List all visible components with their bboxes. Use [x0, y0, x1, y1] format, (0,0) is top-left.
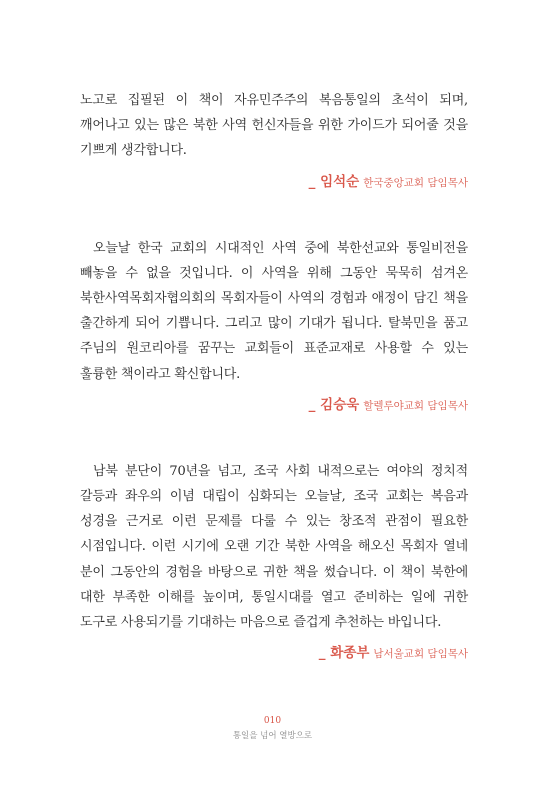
- endorsement-block: [80, 459, 468, 661]
- endorsement-text: 오늘날 한국 교회의 시대적인 사역 중에 북한선교와 통일비전을 빼놓을 수 없을 것입니다. 이 사역을 위해 그동안 묵묵히 섬겨온 북한사역목회자협의회의 목회자들이 사역의 경험과 애정이 담긴 책을 출간하게 되어 기쁩니다. 그리고 많이 기대가 됩니다. 탈북민을 품고 주님의 원코리아를 꿈꾸는 교회들이 표준교재로 사용할 수 있는 훌륭한 책이라고 확신합니다.: [80, 240, 468, 382]
- book-title: 통일을 넘어 열방으로: [232, 731, 313, 741]
- endorser-title: 할렐루야교회 담임목사: [363, 399, 468, 412]
- endorsement-text: 남북 분단이 70년을 넘고, 조국 사회 내적으로는 여야의 정치적 갈등과 좌우의 이념 대립이 심화되는 오늘날, 조국 교회는 복음과 성경을 근거로 이런 문제를 다룰 수 있는 창조적 관점이 필요한 시점입니다. 이런 시기에 오랜 기간 북한 사역을 해오신 목회자 열네 분이 그동안의 경험을 바탕으로 귀한 책을 썼습니다. 이 책이 북한에 대한 부족한 이해를 높이며, 통일시대를 열고 준비하는 일에 귀한 도구로 사용되기를 기대하는 마음으로 즐겁게 추천하는 바입니다.: [80, 463, 468, 631]
- block-spacer: [80, 190, 468, 236]
- endorsement-block: [80, 236, 468, 413]
- endorser-name: _ 화종부: [318, 645, 370, 662]
- endorser-name: _ 김승욱: [308, 396, 360, 413]
- block-spacer: [80, 413, 468, 459]
- endorser-name: _ 임석순: [308, 173, 360, 190]
- endorsement-block: [80, 88, 468, 190]
- endorsement-section: [80, 88, 468, 661]
- endorser-title: 한국중앙교회 담임목사: [363, 176, 468, 189]
- endorsement-signature: [80, 393, 468, 413]
- endorser-title: 남서울교회 담임목사: [373, 648, 468, 661]
- endorsement-text: 노고로 집필된 이 책이 자유민주주의 복음통일의 초석이 되며, 깨어나고 있는 많은 북한 사역 헌신자들을 위한 가이드가 되어줄 것을 기쁘게 생각합니다.: [80, 93, 468, 159]
- page-number: 010: [263, 716, 282, 726]
- endorsement-signature: [80, 641, 468, 661]
- endorsement-signature: [80, 170, 468, 190]
